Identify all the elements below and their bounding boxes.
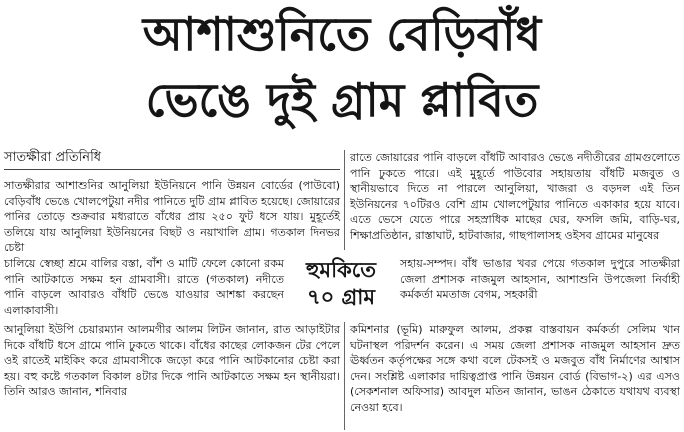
column-divider-lower [344, 322, 345, 430]
headline-line-2: ভেঙে দুই গ্রাম প্লাবিত [145, 73, 539, 127]
article-paragraph-left-narrow: চালিয়ে স্বেচ্ছা শ্রমে বালির বস্তা, বাঁশ ও মাটি ফেলে কোনো রকম পানি আটকাতে সক্ষম হন গ্রামবাসী। রাতে (গতকাল) নদীতে পানি বাড়লে আবারও বাঁধটি ভেঙে যাওয়ার আশঙ্কা করছেন এলাকাবাসী। [4, 257, 284, 317]
column-divider [344, 150, 345, 250]
article-paragraph-right-narrow: সহায়-সম্পদ। বাঁধ ভাঙার খবর পেয়ে গতকাল দুপুরে সাতক্ষীরা জেলা প্রশাসক নাজমুল আহসান, আশাশুনি উপজেলা নির্বাহী কর্মকর্তা মমতাজ বেগম, সহকারী [400, 257, 680, 302]
headline-line-1: আশাশুনিতে বেড়িবাঁধ [142, 7, 542, 61]
pull-quote-line-1: হুমকিতে [306, 257, 376, 282]
article-paragraph-right-bottom: কমিশনার (ভূমি) মারুফুল আলম, প্রকল্প বাস্তবায়ন কর্মকর্তা সেলিম খান ঘটনাস্থল পরিদর্শন করেন। এ সময় জেলা প্রশাসক নাজমুল আহসান দ্রুত ঊর্ধ্বতন কর্তৃপক্ষের সঙ্গে কথা বলে টেকসই ও মজবুত বাঁধ নির্মাণের আশ্বাস দেন। সংশ্লিষ্ট এলাকার দায়িত্বপ্রাপ্ত পানি উন্নয়ন বোর্ড (বিভাগ-২) এর এসও (সেকশনাল অফিসার) আবদুল মতিন জানান, ভাঙন ঠেকাতে যথাযথ ব্যবস্থা নেওয়া হবে। [350, 323, 680, 414]
byline: সাতক্ষীরা প্রতিনিধি [4, 148, 340, 170]
pull-quote-line-2: ৭০ গ্রাম [306, 284, 376, 309]
article-paragraph-right-top: রাতে জোয়ারের পানি বাড়লে বাঁধটি আবারও ভেঙে নদীতীরের গ্রামগুলোতে পানি ঢুকতে পারে। এই মুহূর্তে পাউবোর সহায়তায় বাঁধটি মজবুত ও স্থানীয়ভাবে দিতে না পারলে আনুলিয়া, খাজরা ও বড়দল এই তিন ইউনিয়নের ৭০টিরও বেশি গ্রাম খোলপেটুয়ার পানিতে একাকার হয়ে যাবে। এতে ভেসে যেতে পারে সহস্রাধিক মাছের ঘের, ফসলি জমি, বাড়ি-ঘর, শিক্ষাপ্রতিষ্ঠান, রাস্তাঘাট, হাটবাজার, গাছপালাসহ ওইসব গ্রামের মানুষের [350, 151, 680, 242]
article-paragraph-left-top: সাতক্ষীরার আশাশুনির আনুলিয়া ইউনিয়নে পানি উন্নয়ন বোর্ডের (পাউবো) বেড়িবাঁধ ভেঙে খোলপেটুয়া নদীর পানিতে দুটি গ্রাম প্লাবিত হয়েছে। জোয়ারের পানির তোড়ে শুক্রবার মধ্যরাতে বাঁধের প্রায় ২৫০ ফুট ধসে যায়। মুহূর্তেই তলিয়ে যায় আনুলিয়া ইউনিয়নের বিছট ও নয়াখালি গ্রাম। গতকাল দিনভর চেষ্টা [4, 179, 340, 255]
pull-quote [288, 256, 394, 316]
article-paragraph-left-bottom: আনুলিয়া ইউপি চেয়ারম্যান আলমগীর আলম লিটন জানান, রাত আড়াইটার দিকে বাঁধটি ধসে গ্রামে পানি ঢুকতে থাকে। বাঁধের কাছের লোকজন টের পেলে ওই রাতেই মাইকিং করে গ্রামবাসীকে জড়ো করে পানি আটকানোর চেষ্টা করা হয়। বহু কষ্টে গতকাল বিকাল ৪টার দিকে পানি আটকাতে সক্ষম হন স্থানীয়রা। তিনি আরও জানান, শনিবার [4, 323, 340, 399]
